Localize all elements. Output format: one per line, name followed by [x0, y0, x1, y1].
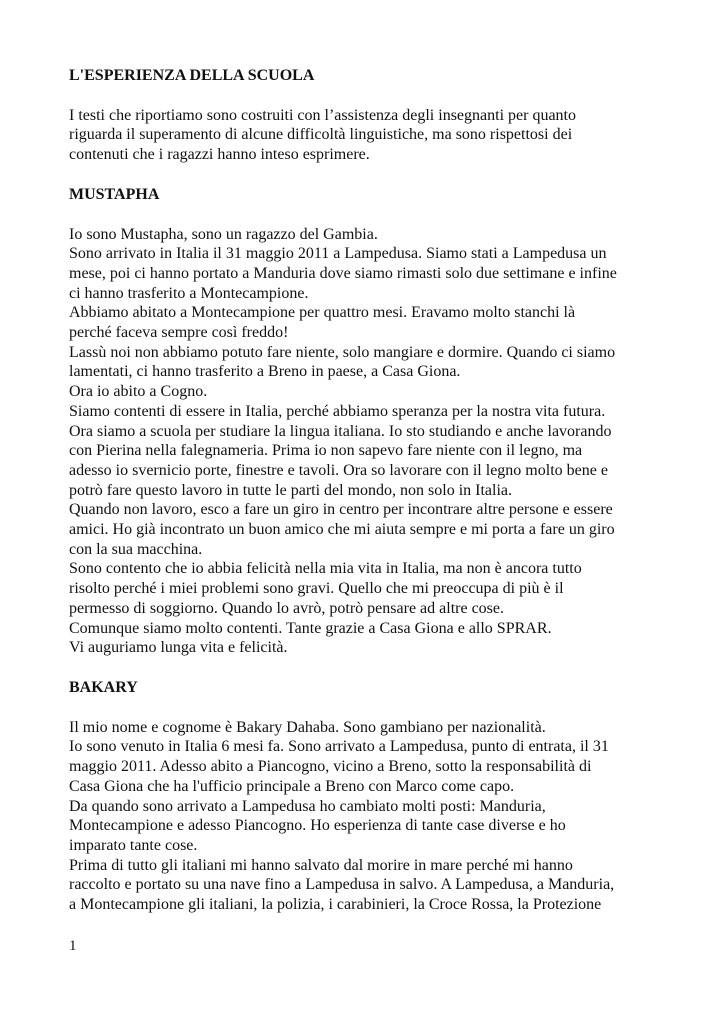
- text-line: perché faceva sempre così freddo!: [69, 324, 289, 342]
- document-page: [69, 66, 659, 915]
- text-line: Sono contento che io abbia felicità nella mia vita in Italia, ma non è ancora tutto: [69, 560, 582, 578]
- text-line: ci hanno trasferito a Montecampione.: [69, 284, 309, 302]
- text-line: Lassù noi non abbiamo potuto fare niente, solo mangiare e dormire. Quando ci siamo: [69, 343, 616, 361]
- text-line: raccolto e portato su una nave fino a Lampedusa in salvo. A Lampedusa, a Manduria,: [69, 876, 615, 894]
- text-line: con Pierina nella falegnameria. Prima io non sapevo fare niente con il legno, ma: [69, 442, 583, 460]
- text-line: potrò fare questo lavoro in tutte le parti del mondo, non solo in Italia.: [69, 481, 513, 499]
- text-line: Comunque siamo molto contenti. Tante grazie a Casa Giona e allo SPRAR.: [69, 619, 552, 637]
- mustapha-text: [69, 225, 659, 658]
- text-line: Ora io abito a Cogno.: [69, 383, 208, 401]
- text-line: Il mio nome e cognome è Bakary Dahaba. Sono gambiano per nazionalità.: [69, 718, 546, 736]
- text-line: Prima di tutto gli italiani mi hanno salvato dal morire in mare perché mi hanno: [69, 856, 573, 874]
- intro-line: contenuti che i ragazzi hanno inteso esprimere.: [69, 146, 370, 164]
- text-line: Sono arrivato in Italia il 31 maggio 2011 a Lampedusa. Siamo stati a Lampedusa un: [69, 245, 607, 263]
- text-line: Quando non lavoro, esco a fare un giro in centro per incontrare altre persone e essere: [69, 501, 613, 519]
- text-line: Abbiamo abitato a Montecampione per quattro mesi. Eravamo molto stanchi là: [69, 304, 576, 322]
- text-line: permesso di soggiorno. Quando lo avrò, potrò pensare ad altre cose.: [69, 599, 504, 617]
- text-line: Vi auguriamo lunga vita e felicità.: [69, 639, 288, 657]
- bakary-text: [69, 718, 659, 915]
- text-line: Ora siamo a scuola per studiare la lingua italiana. Io sto studiando e anche lavorando: [69, 422, 612, 440]
- text-line: Montecampione e adesso Piancogno. Ho esperienza di tante case diverse e ho: [69, 817, 566, 835]
- text-line: risolto perché i miei problemi sono gravi. Quello che mi preoccupa di più è il: [69, 580, 564, 598]
- text-line: lamentati, ci hanno trasferito a Breno in paese, a Casa Giona.: [69, 363, 461, 381]
- text-line: Siamo contenti di essere in Italia, perché abbiamo speranza per la nostra vita futura.: [69, 402, 606, 420]
- document-title: L'ESPERIENZA DELLA SCUOLA: [69, 67, 315, 84]
- intro-paragraph: [69, 106, 659, 165]
- text-line: Casa Giona che ha l'ufficio principale a Breno con Marco come capo.: [69, 777, 515, 795]
- text-line: maggio 2011. Adesso abito a Piancogno, vicino a Breno, sotto la responsabilità di: [69, 758, 592, 776]
- section-heading-bakary: BAKARY: [69, 678, 138, 696]
- section-heading-mustapha: MUSTAPHA: [69, 185, 160, 203]
- text-line: adesso io svernicio porte, finestre e tavoli. Ora so lavorare con il legno molto bene e: [69, 461, 608, 479]
- text-line: Io sono Mustapha, sono un ragazzo del Gambia.: [69, 225, 378, 243]
- text-line: mese, poi ci hanno portato a Manduria dove siamo rimasti solo due settimane e infine: [69, 264, 617, 282]
- text-line: Da quando sono arrivato a Lampedusa ho cambiato molti posti: Manduria,: [69, 797, 546, 815]
- text-line: Io sono venuto in Italia 6 mesi fa. Sono arrivato a Lampedusa, punto di entrata, il 31: [69, 738, 609, 756]
- intro-line: riguarda il superamento di alcune difficoltà linguistiche, ma sono rispettosi dei: [69, 126, 573, 144]
- text-line: con la sua macchina.: [69, 540, 203, 558]
- text-line: a Montecampione gli italiani, la polizia, i carabinieri, la Croce Rossa, la Protezione: [69, 896, 602, 914]
- text-line: amici. Ho già incontrato un buon amico che mi aiuta sempre e mi porta a fare un giro: [69, 521, 615, 539]
- text-line: imparato tante cose.: [69, 836, 198, 854]
- intro-line: I testi che riportiamo sono costruiti con l’assistenza degli insegnanti per quanto: [69, 106, 576, 124]
- page-number: 1: [69, 938, 77, 954]
